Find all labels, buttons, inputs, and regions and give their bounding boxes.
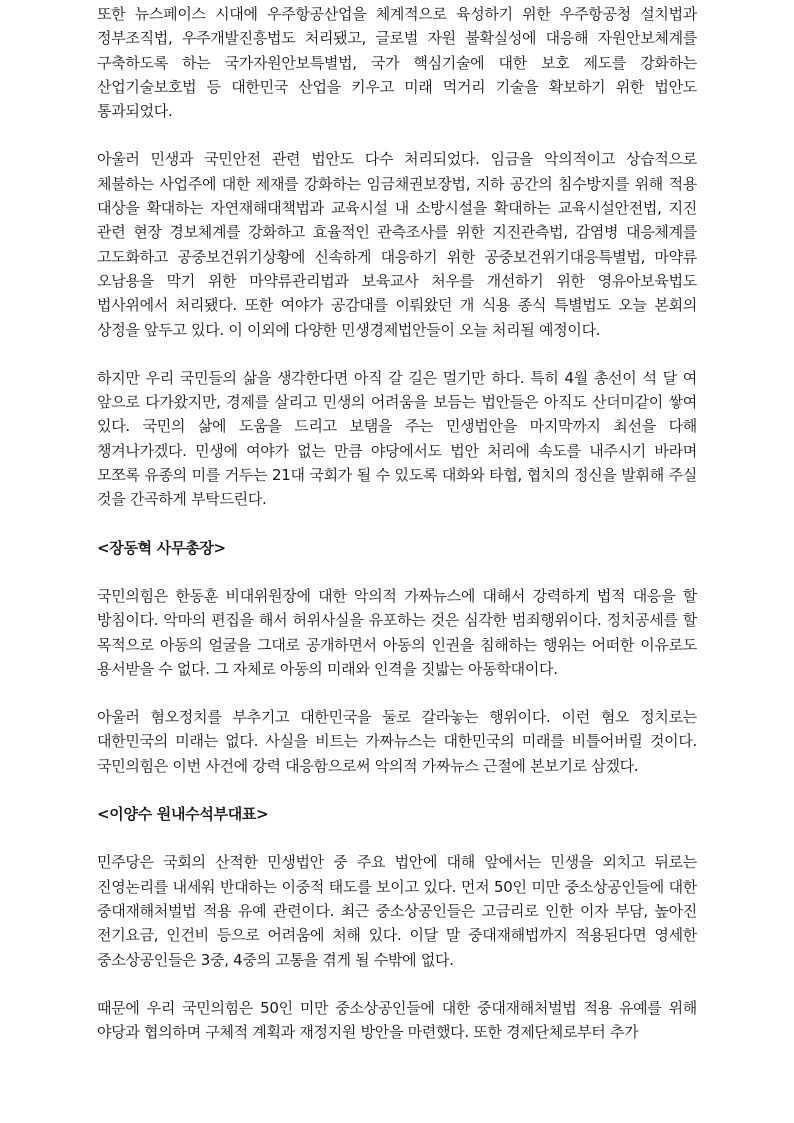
paragraph-road-ahead: 하지만 우리 국민들의 삶을 생각한다면 아직 갈 길은 멀기만 하다. 특히 4월 총선이 석 달 여 앞으로 다가왔지만, 경제를 살리고 민생의 어려움을 보듬는 법안들은 아직도 산더미같이 쌓여 있다. 국민의 삶에 도움을 드리고 보탬을 주는 민생법안을 마지막까지 최선을 다해 챙겨나가겠다. 민생에 여야가 없는 만큼 야당에서도 법안 처리에 속도를 내주시기 바라며 모쪼록 유종의 미를 거두는 21대 국회가 될 수 있도록 대화와 타협, 협치의 정신을 발휘해 주실 것을 간곡하게 부탁드린다. — [97, 368, 697, 509]
paragraph-fake-news-response: 국민의힘은 한동훈 비대위원장에 대한 악의적 가짜뉴스에 대해서 강력하게 법적 대응을 할 방침이다. 악마의 편집을 해서 허위사실을 유포하는 것은 심각한 범죄행위이다. 정치공세를 할 목적으로 아동의 얼굴을 그대로 공개하면서 아동의 인권을 침해하는 행위는 어떠한 이유로도 용서받을 수 없다. 그 자체로 아동의 미래와 인격을 짓밟는 아동학대이다. — [97, 586, 697, 678]
paragraph-serious-accidents-act: 민주당은 국회의 산적한 민생법안 중 주요 법안에 대해 앞에서는 민생을 외치고 뒤로는 진영논리를 내세워 반대하는 이중적 태도를 보이고 있다. 먼저 50인 미만 중소상공인들에 대한 중대재해처벌법 적용 유예 관련이다. 최근 중소상공인들은 고금리로 인한 이자 부담, 높아진 전기요금, 인건비 등으로 어려움에 처해 있다. 이달 말 중대재해법까지 적용된다면 영세한 중소상공인들은 3중, 4중의 고통을 겪게 될 수밖에 없다. — [97, 853, 697, 969]
paragraph-livelihood-safety: 아울러 민생과 국민안전 관련 법안도 다수 처리되었다. 임금을 악의적이고 상습적으로 체불하는 사업주에 대한 제재를 강화하는 임금채권보장법, 지하 공간의 침수방지를 위해 적용 대상을 확대하는 자연재해대책법과 교육시설 내 소방시설을 확대하는 교육시설안전법, 지진 관련 현장 경보체계를 강화하고 효율적인 관측조사를 위한 지진관측법, 감염병 대응체계를 고도화하고 공중보건위기상황에 신속하게 대응하기 위한 공중보건위기대응특별법, 마약류 오남용을 막기 위한 마약류관리법과 보육교사 처우를 개선하기 위한 영유아보육법도 법사위에서 처리됐다. 또한 여야가 공감대를 이뤄왔던 개 식용 종식 특별법도 오늘 본회의 상정을 앞두고 있다. 이 이외에 다양한 민생경제법안들이 오늘 처리될 예정이다. — [97, 150, 697, 339]
paragraph-grace-period-plan: 때문에 우리 국민의힘은 50인 미만 중소상공인들에 대한 중대재해처벌법 적용 유예를 위해 야당과 협의하며 구체적 계획과 재정지원 방안을 마련했다. 또한 경제단체로부터 추가 — [97, 998, 697, 1042]
speaker-heading-deputy-floor-leader: <이양수 원내수석부대표> — [97, 805, 269, 824]
document-page — [97, 2, 697, 1068]
paragraph-hate-politics: 아울러 혐오정치를 부추기고 대한민국을 둘로 갈라놓는 행위이다. 이런 혐오 정치로는 대한민국의 미래는 없다. 사실을 비트는 가짜뉴스는 대한민국의 미래를 비틀어버릴 것이다. 국민의힘은 이번 사건에 강력 대응함으로써 악의적 가짜뉴스 근절에 본보기로 삼겠다. — [97, 708, 697, 775]
paragraph-space-industry: 또한 뉴스페이스 시대에 우주항공산업을 체계적으로 육성하기 위한 우주항공청 설치법과 정부조직법, 우주개발진흥법도 처리됐고, 글로벌 자원 불확실성에 대응해 자원안보체계를 구축하도록 하는 국가자원안보특별법, 국가 핵심기술에 대한 보호 제도를 강화하는 산업기술보호법 등 대한민국 산업을 키우고 미래 먹거리 기술을 확보하기 위한 법안도 통과되었다. — [97, 5, 697, 121]
speaker-heading-secretary-general: <장동혁 사무총장> — [97, 538, 226, 557]
